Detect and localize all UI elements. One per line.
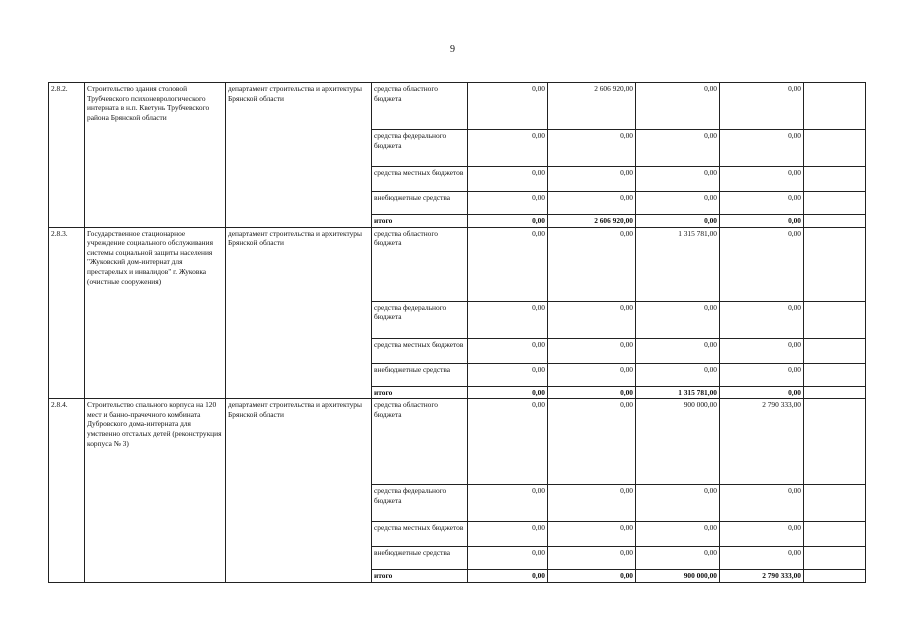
funding-source: средства федерального бюджета xyxy=(372,301,468,338)
funding-source: средства областного бюджета xyxy=(372,227,468,301)
amount-cell: 0,00 xyxy=(468,83,548,130)
funding-source: средства федерального бюджета xyxy=(372,130,468,167)
empty-cell xyxy=(804,338,866,363)
funding-source: внебюджетные средства xyxy=(372,363,468,386)
funding-source: средства областного бюджета xyxy=(372,83,468,130)
funding-source: внебюджетные средства xyxy=(372,547,468,570)
amount-cell: 0,00 xyxy=(468,192,548,215)
amount-cell: 0,00 xyxy=(636,363,720,386)
amount-cell: 0,00 xyxy=(636,83,720,130)
amount-cell: 0,00 xyxy=(636,192,720,215)
amount-cell: 0,00 xyxy=(720,301,804,338)
amount-cell: 0,00 xyxy=(548,386,636,399)
amount-cell: 2 790 333,00 xyxy=(720,570,804,583)
amount-cell: 0,00 xyxy=(720,386,804,399)
amount-cell: 0,00 xyxy=(548,485,636,522)
amount-cell: 0,00 xyxy=(548,167,636,192)
amount-cell: 0,00 xyxy=(720,130,804,167)
empty-cell xyxy=(804,192,866,215)
amount-cell: 0,00 xyxy=(468,485,548,522)
amount-cell: 1 315 781,00 xyxy=(636,227,720,301)
amount-cell: 0,00 xyxy=(636,547,720,570)
amount-cell: 0,00 xyxy=(636,522,720,547)
funding-source: средства местных бюджетов xyxy=(372,338,468,363)
amount-cell: 0,00 xyxy=(548,522,636,547)
project-code: 2.8.4. xyxy=(49,399,85,583)
amount-cell: 0,00 xyxy=(720,547,804,570)
page-number: 9 xyxy=(450,44,455,55)
amount-cell: 0,00 xyxy=(636,167,720,192)
project-executor: департамент строительства и архитектуры Брянской области xyxy=(226,227,372,399)
amount-cell: 0,00 xyxy=(468,363,548,386)
funding-row xyxy=(49,227,866,301)
empty-cell xyxy=(804,167,866,192)
amount-cell: 0,00 xyxy=(720,227,804,301)
amount-cell: 0,00 xyxy=(720,83,804,130)
empty-cell xyxy=(804,363,866,386)
amount-cell: 0,00 xyxy=(636,338,720,363)
amount-cell: 2 790 333,00 xyxy=(720,399,804,485)
empty-cell xyxy=(804,301,866,338)
amount-cell: 0,00 xyxy=(468,338,548,363)
amount-cell: 0,00 xyxy=(468,522,548,547)
amount-cell: 0,00 xyxy=(720,485,804,522)
funding-row xyxy=(49,83,866,130)
empty-cell xyxy=(804,522,866,547)
empty-cell xyxy=(804,485,866,522)
amount-cell: 0,00 xyxy=(468,301,548,338)
amount-cell: 0,00 xyxy=(548,363,636,386)
funding-source: средства местных бюджетов xyxy=(372,522,468,547)
amount-cell: 0,00 xyxy=(548,192,636,215)
amount-cell: 0,00 xyxy=(468,130,548,167)
amount-cell: 2 606 920,00 xyxy=(548,215,636,228)
empty-cell xyxy=(804,130,866,167)
amount-cell: 900 000,00 xyxy=(636,399,720,485)
amount-cell: 0,00 xyxy=(548,130,636,167)
funding-source: средства областного бюджета xyxy=(372,399,468,485)
amount-cell: 0,00 xyxy=(636,301,720,338)
amount-cell: 2 606 920,00 xyxy=(548,83,636,130)
empty-cell xyxy=(804,386,866,399)
empty-cell xyxy=(804,215,866,228)
amount-cell: 900 000,00 xyxy=(636,570,720,583)
project-executor: департамент строительства и архитектуры Брянской области xyxy=(226,83,372,228)
amount-cell: 0,00 xyxy=(548,547,636,570)
funding-source: итого xyxy=(372,215,468,228)
empty-cell xyxy=(804,399,866,485)
amount-cell: 0,00 xyxy=(548,227,636,301)
amount-cell: 0,00 xyxy=(720,192,804,215)
project-name: Государственное стационарное учреждение социального обслуживания системы социальной защиты населения "Жуковский дом-интернат для престарелых и инвалидов" г. Жуковка (очистные сооружения) xyxy=(85,227,226,399)
amount-cell: 0,00 xyxy=(720,167,804,192)
amount-cell: 0,00 xyxy=(720,215,804,228)
amount-cell: 0,00 xyxy=(720,338,804,363)
funding-source: итого xyxy=(372,386,468,399)
amount-cell: 0,00 xyxy=(468,399,548,485)
project-name: Строительство здания столовой Трубчевского психоневрологического интерната в н.п. Кветунь Трубчевского района Брянской области xyxy=(85,83,226,228)
project-code: 2.8.2. xyxy=(49,83,85,228)
amount-cell: 0,00 xyxy=(720,522,804,547)
empty-cell xyxy=(804,570,866,583)
project-code: 2.8.3. xyxy=(49,227,85,399)
project-executor: департамент строительства и архитектуры Брянской области xyxy=(226,399,372,583)
amount-cell: 0,00 xyxy=(636,130,720,167)
amount-cell: 0,00 xyxy=(468,227,548,301)
amount-cell: 0,00 xyxy=(468,167,548,192)
amount-cell: 1 315 781,00 xyxy=(636,386,720,399)
empty-cell xyxy=(804,227,866,301)
empty-cell xyxy=(804,547,866,570)
amount-cell: 0,00 xyxy=(548,338,636,363)
amount-cell: 0,00 xyxy=(636,215,720,228)
amount-cell: 0,00 xyxy=(468,570,548,583)
amount-cell: 0,00 xyxy=(548,399,636,485)
budget-table xyxy=(48,82,866,583)
amount-cell: 0,00 xyxy=(468,386,548,399)
funding-source: внебюджетные средства xyxy=(372,192,468,215)
amount-cell: 0,00 xyxy=(468,547,548,570)
funding-source: средства федерального бюджета xyxy=(372,485,468,522)
funding-source: итого xyxy=(372,570,468,583)
amount-cell: 0,00 xyxy=(548,301,636,338)
amount-cell: 0,00 xyxy=(636,485,720,522)
funding-source: средства местных бюджетов xyxy=(372,167,468,192)
project-name: Строительство спального корпуса на 120 мест и банно-прачечного комбината Дубровского дома-интерната для умственно отсталых детей (реконструкция корпуса № 3) xyxy=(85,399,226,583)
funding-row xyxy=(49,399,866,485)
amount-cell: 0,00 xyxy=(720,363,804,386)
amount-cell: 0,00 xyxy=(468,215,548,228)
amount-cell: 0,00 xyxy=(548,570,636,583)
empty-cell xyxy=(804,83,866,130)
